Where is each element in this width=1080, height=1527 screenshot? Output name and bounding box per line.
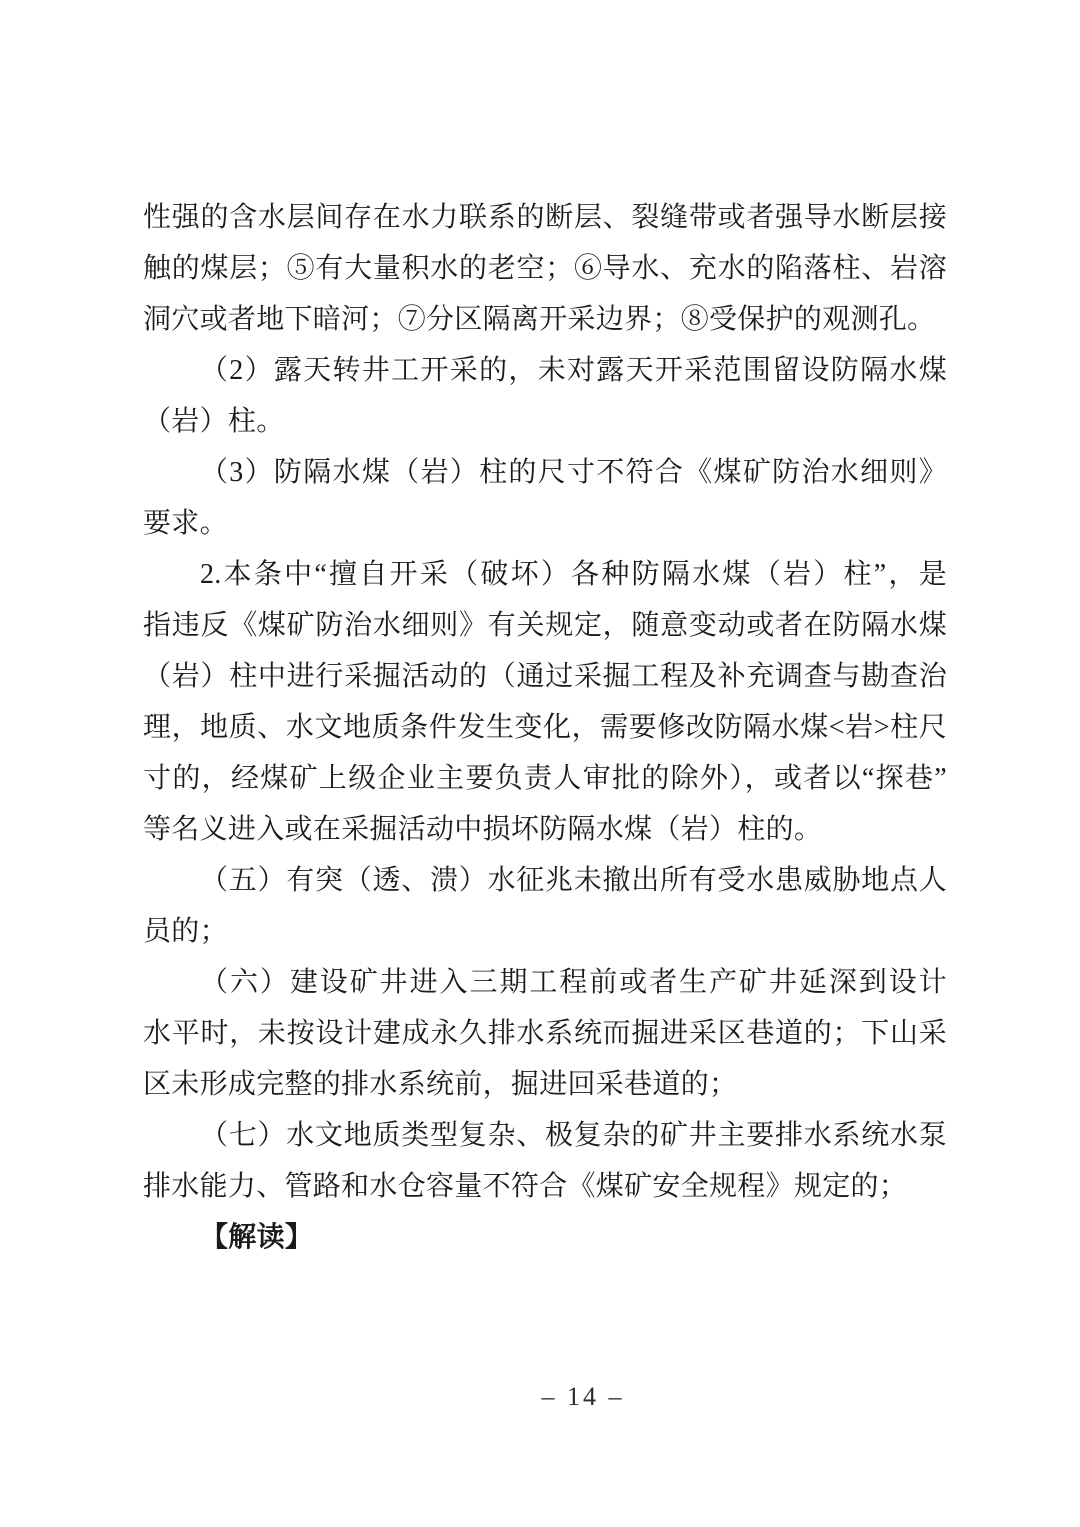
paragraph <box>143 1212 947 1263</box>
text-line: （六）建设矿井进入三期工程前或者生产矿井延深到设计 <box>200 967 947 998</box>
text-line: 性强的含水层间存在水力联系的断层、裂缝带或者强导水断层接 <box>143 202 947 233</box>
text-line: （3）防隔水煤（岩）柱的尺寸不符合《煤矿防治水细则》 <box>200 457 947 488</box>
paragraph <box>143 957 947 1110</box>
text-line: 理，地质、水文地质条件发生变化，需要修改防隔水煤<岩>柱尺 <box>143 712 947 743</box>
text-line: （2）露天转井工开采的，未对露天开采范围留设防隔水煤 <box>200 355 947 386</box>
paragraph <box>143 192 947 345</box>
text-line: 水平时，未按设计建成永久排水系统而掘进采区巷道的；下山采 <box>143 1018 947 1049</box>
paragraph <box>143 1110 947 1212</box>
text-line: 要求。 <box>143 508 228 539</box>
document-body <box>143 192 947 1263</box>
paragraph <box>143 855 947 957</box>
paragraph <box>143 447 947 549</box>
text-line: 2.本条中“擅自开采（破坏）各种防隔水煤（岩）柱”，是 <box>200 559 947 590</box>
page-number: – 14 – <box>541 1382 625 1411</box>
text-line: 【解读】 <box>200 1222 314 1253</box>
text-line: 触的煤层；⑤有大量积水的老空；⑥导水、充水的陷落柱、岩溶 <box>143 253 947 284</box>
text-line: 洞穴或者地下暗河；⑦分区隔离开采边界；⑧受保护的观测孔。 <box>143 304 936 335</box>
text-line: 区未形成完整的排水系统前，掘进回采巷道的； <box>143 1069 738 1100</box>
text-line: （五）有突（透、溃）水征兆未撤出所有受水患威胁地点人 <box>200 865 947 896</box>
text-line: 排水能力、管路和水仓容量不符合《煤矿安全规程》规定的； <box>143 1171 908 1202</box>
paragraph <box>143 345 947 447</box>
text-line: 指违反《煤矿防治水细则》有关规定，随意变动或者在防隔水煤 <box>143 610 947 641</box>
text-line: 寸的，经煤矿上级企业主要负责人审批的除外），或者以“探巷” <box>143 763 947 794</box>
text-line: （岩）柱。 <box>143 406 285 437</box>
paragraph <box>143 549 947 855</box>
text-line: （七）水文地质类型复杂、极复杂的矿井主要排水系统水泵 <box>200 1120 947 1151</box>
text-line: （岩）柱中进行采掘活动的（通过采掘工程及补充调查与勘查治 <box>143 661 947 692</box>
text-line: 等名义进入或在采掘活动中损坏防隔水煤（岩）柱的。 <box>143 814 823 845</box>
text-line: 员的； <box>143 916 228 947</box>
